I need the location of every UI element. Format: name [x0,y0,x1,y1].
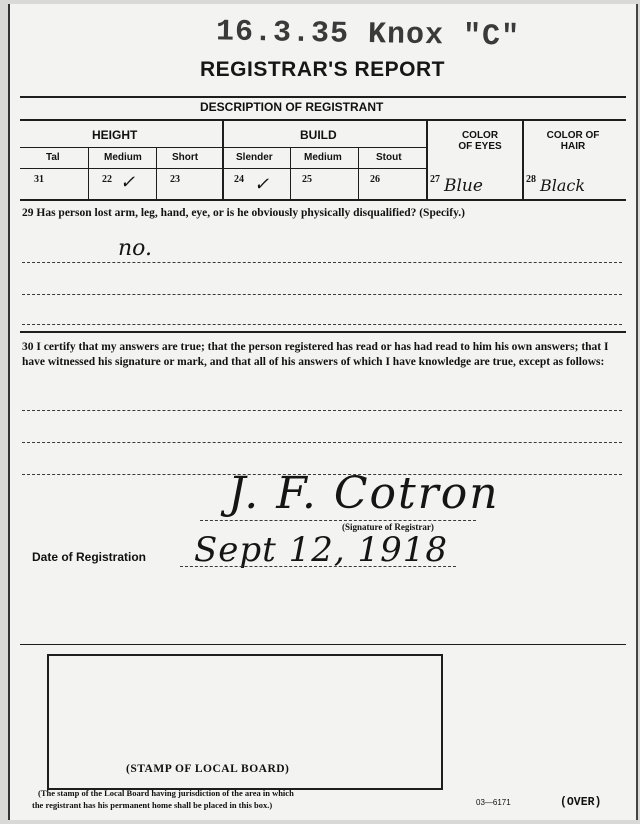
rule-q29-bottom [20,331,626,333]
description-header: DESCRIPTION OF REGISTRANT [200,100,384,114]
eyes-value: Blue [444,176,483,196]
rule-table-bottom [20,199,626,201]
build-medium-num: 25 [302,174,312,185]
signature-line [200,520,476,521]
registration-card [8,4,638,820]
col-div-1 [88,148,89,199]
stamp-label: (STAMP OF LOCAL BOARD) [126,763,290,775]
col-div-5 [358,148,359,199]
height-tall-num: 31 [34,174,44,185]
height-medium-num: 22 [102,174,112,185]
registrar-signature: J. F. Cotron [228,468,500,519]
rule-description [20,119,626,121]
height-medium-label: Medium [104,152,142,163]
hair-value: Black [540,176,586,195]
answer-line-29-2 [22,294,622,295]
height-short-num: 23 [170,174,180,185]
page-title: REGISTRAR'S REPORT [200,58,446,81]
registration-stamp-number: 16.3.35 Knox "C" [215,15,521,55]
over-label: (OVER) [560,796,602,809]
question-30-text: 30 I certify that my answers are true; that the person registered has read or has had read to him his own answers; that I have witnessed his signature or mark, and that all of his answers of which I have knowledge are true, except as follows: [22,341,609,368]
stamp-note-line-1: (The stamp of the Local Board having jurisdiction of the area in which [38,788,294,798]
date-label: Date of Registration [32,550,147,564]
hair-num: 28 [526,174,536,185]
stamp-note-line-2: the registrant has his permanent home shall be placed in this box.) [32,800,273,810]
rule-subhead-bottom [20,168,426,169]
divider-eyes-hair [522,121,524,199]
build-slender-check: ✓ [254,174,270,195]
answer-line-29-1 [22,262,622,263]
divider-height-build [222,121,224,199]
col-div-2 [156,148,157,199]
eyes-num: 27 [430,174,440,185]
date-line [180,566,456,567]
height-short-label: Short [172,152,199,163]
build-stout-label: Stout [376,152,402,163]
build-slender-num: 24 [234,174,244,185]
hair-label: COLOR OF HAIR [546,130,600,152]
date-value: Sept 12, 1918 [194,530,449,570]
divider-build-eyes [426,121,428,199]
eyes-label: COLOR OF EYES [458,130,502,152]
height-label: HEIGHT [92,128,138,142]
rule-top [20,96,626,98]
answer-line-29-3 [22,324,622,325]
height-tall-label: Tal [46,152,60,163]
build-stout-num: 26 [370,174,380,185]
question-29-text: 29 Has person lost arm, leg, hand, eye, or is he obviously physically disqualified? (Specify.) [22,207,465,219]
signature-label: (Signature of Registrar) [342,522,434,532]
question-29-answer: no. [118,236,153,261]
height-medium-check: ✓ [120,172,136,193]
build-slender-label: Slender [236,152,273,163]
build-medium-label: Medium [304,152,342,163]
form-code: 03—6171 [476,798,511,807]
rule-subhead [20,147,426,148]
col-div-4 [290,148,291,199]
answer-line-30-1 [22,410,622,411]
rule-stamp-top [20,644,626,645]
answer-line-30-2 [22,442,622,443]
build-label: BUILD [300,128,337,142]
